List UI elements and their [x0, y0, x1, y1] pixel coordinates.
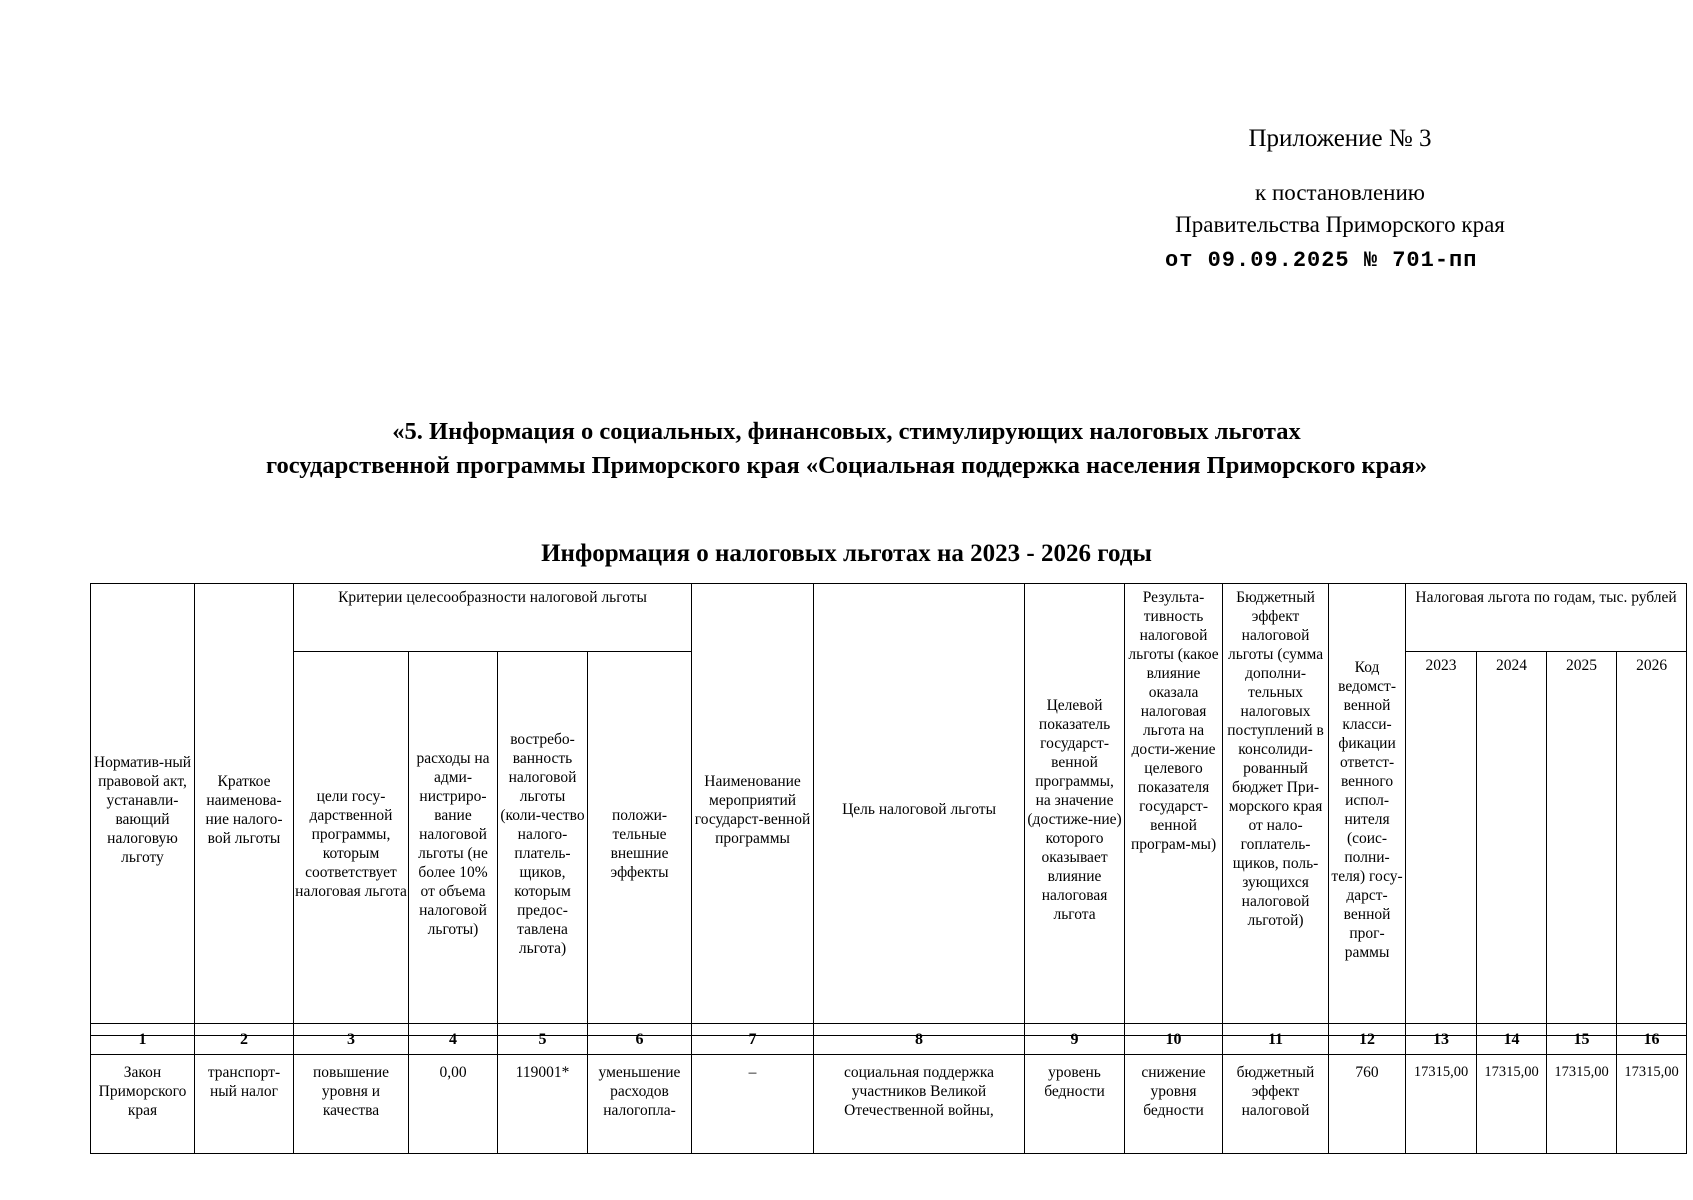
column-number: 14	[1477, 1024, 1547, 1055]
cell-2025: 17315,00	[1547, 1055, 1617, 1154]
cell-department-code: 760	[1329, 1055, 1406, 1154]
column-number: 6	[588, 1024, 692, 1055]
col-effectiveness: Результа-тивность налоговой льготы (какое влияние оказала налоговая льгота на дости-жение целевого показателя государст-венной програм-мы)	[1125, 584, 1223, 1036]
col-year-2026: 2026	[1617, 652, 1687, 1036]
heading-line-1: «5. Информация о социальных, финансовых, стимулирующих налоговых льготах	[392, 418, 1301, 445]
column-numbers-row	[91, 1024, 1687, 1055]
column-number: 10	[1125, 1024, 1223, 1055]
column-number: 5	[498, 1024, 588, 1055]
col-target-indicator: Целевой показатель государст-венной программы, на значение (достиже-ние) которого оказывает влияние налоговая льгота	[1025, 584, 1125, 1036]
column-number: 4	[409, 1024, 498, 1055]
column-number: 3	[294, 1024, 409, 1055]
column-number: 13	[1406, 1024, 1477, 1055]
col-positive-effects: положи-тельные внешние эффекты	[588, 652, 692, 1036]
cell-program-goals: повышение уровня и качества	[294, 1055, 409, 1154]
col-year-2024: 2024	[1477, 652, 1547, 1036]
cell-2026: 17315,00	[1617, 1055, 1687, 1154]
cell-target-indicator: уровень бедности	[1025, 1055, 1125, 1154]
cell-normative-act: Закон Приморского края	[91, 1055, 195, 1154]
benefits-table-header	[90, 583, 1687, 1036]
col-demand: востребо-ванность налоговой льготы (коли-чество налого-платель-щиков, которым предос-тавлена льгота)	[498, 652, 588, 1036]
col-benefit-name: Краткое наименова-ние налого-вой льготы	[195, 584, 294, 1036]
column-number: 8	[814, 1024, 1025, 1055]
column-number: 12	[1329, 1024, 1406, 1055]
col-program-events: Наименование мероприятий государст-венной программы	[692, 584, 814, 1036]
benefits-table-body	[90, 1023, 1687, 1154]
appendix-title: Приложение № 3	[1248, 125, 1432, 152]
heading-line-2: государственной программы Приморского края «Социальная поддержка населения Приморского края»	[265, 452, 1428, 479]
col-department-code: Код ведомст-венной класси-фикации ответст-венного испол-нителя (соис-полни-теля) госу-дарст-венной прог-раммы	[1329, 584, 1406, 1036]
col-benefit-goal: Цель налоговой льготы	[814, 584, 1025, 1036]
column-number: 7	[692, 1024, 814, 1055]
col-year-2025: 2025	[1547, 652, 1617, 1036]
cell-demand: 119001*	[498, 1055, 588, 1154]
table-row	[91, 1055, 1687, 1154]
cell-positive-effects: уменьшение расходов налогопла-	[588, 1055, 692, 1154]
group-criteria: Критерии целесообразности налоговой льготы	[294, 584, 692, 652]
cell-benefit-name: транспорт-ный налог	[195, 1055, 294, 1154]
column-number: 11	[1223, 1024, 1329, 1055]
column-number: 1	[91, 1024, 195, 1055]
cell-benefit-goal: социальная поддержка участников Великой Отечественной войны,	[814, 1055, 1025, 1154]
cell-budget-effect: бюджетный эффект налоговой	[1223, 1055, 1329, 1154]
col-budget-effect: Бюджетный эффект налоговой льготы (сумма дополни-тельных налоговых поступлений в консолиди-рованный бюджет При-морского края от нало-гоплатель-щиков, поль-зующихся налоговой льготой)	[1223, 584, 1329, 1036]
cell-program-events: –	[692, 1055, 814, 1154]
column-number: 9	[1025, 1024, 1125, 1055]
col-normative-act: Норматив-ный правовой акт, устанавли-вающий налоговую льготу	[91, 584, 195, 1036]
col-year-2023: 2023	[1406, 652, 1477, 1036]
column-number: 15	[1547, 1024, 1617, 1055]
col-admin-costs: расходы на адми-нистриро-вание налоговой льготы (не более 10% от объема налоговой льготы)	[409, 652, 498, 1036]
cell-2023: 17315,00	[1406, 1055, 1477, 1154]
cell-effectiveness: снижение уровня бедности	[1125, 1055, 1223, 1154]
cell-2024: 17315,00	[1477, 1055, 1547, 1154]
column-number: 16	[1617, 1024, 1687, 1055]
appendix-number: от 09.09.2025 № 701-пп	[1165, 248, 1478, 273]
appendix-government: Правительства Приморского края	[1175, 212, 1505, 237]
column-number: 2	[195, 1024, 294, 1055]
cell-admin-costs: 0,00	[409, 1055, 498, 1154]
appendix-to: к постановлению	[1255, 180, 1425, 205]
table-subtitle: Информация о налоговых льготах на 2023 - 2026 годы	[541, 540, 1152, 567]
col-program-goals: цели госу-дарственной программы, которым соответствует налоговая льгота	[294, 652, 409, 1036]
group-benefit-by-year: Налоговая льгота по годам, тыс. рублей	[1406, 584, 1687, 652]
